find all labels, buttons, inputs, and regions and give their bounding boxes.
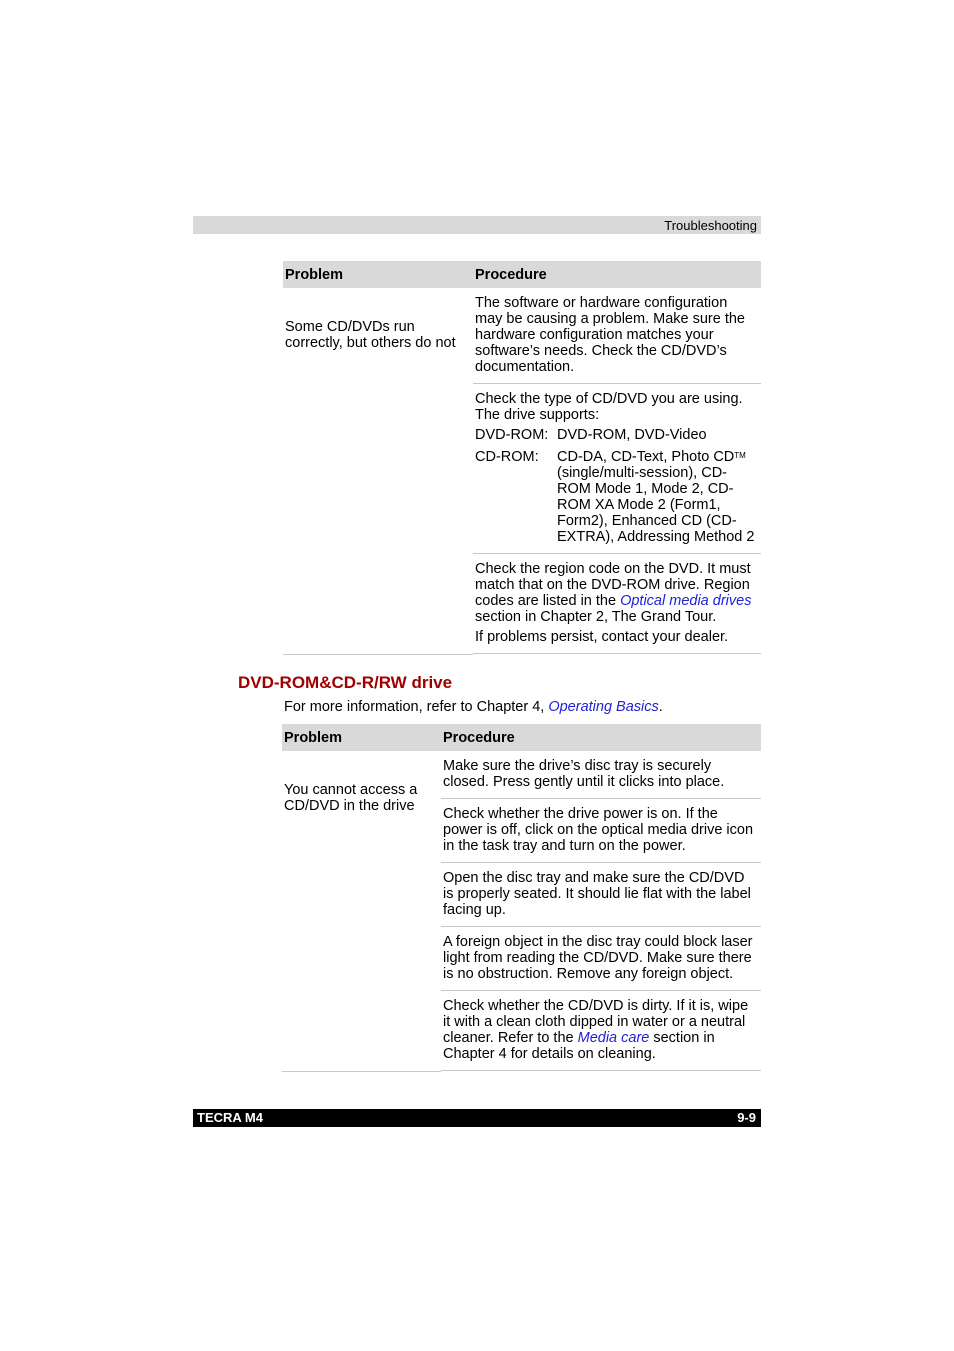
procedure-text: Check the type of CD/DVD you are using. The drive supports: xyxy=(475,391,743,423)
col-header-procedure: Procedure xyxy=(473,261,761,288)
format-value-part: CD-DA, CD-Text, Photo CD xyxy=(557,449,735,465)
text-span: Check the region code on the DVD. It must match that on the DVD-ROM drive. Region codes are listed in the xyxy=(475,561,751,609)
troubleshooting-table-2 xyxy=(282,724,761,1072)
optical-media-drives-link[interactable]: Optical media drives xyxy=(620,593,752,609)
header-section-title: Troubleshooting xyxy=(664,218,757,233)
supported-format-row xyxy=(475,427,755,443)
col-header-problem: Problem xyxy=(283,261,473,288)
text-span: For more information, refer to Chapter 4, xyxy=(284,699,549,715)
section-intro xyxy=(284,699,663,715)
procedure-text xyxy=(443,998,755,1062)
footer-model: TECRA M4 xyxy=(197,1110,263,1125)
format-value xyxy=(557,449,755,545)
section-heading: DVD-ROM&CD-R/RW drive xyxy=(238,673,453,692)
media-care-link[interactable]: Media care xyxy=(577,1030,650,1046)
format-key: DVD-ROM: xyxy=(475,427,549,443)
text-span: . xyxy=(658,699,663,715)
problem-text: You cannot access a CD/DVD in the drive xyxy=(284,782,418,814)
procedure-text: The software or hardware configuration may be causing a problem. Make sure the hardware configuration matches your software’s needs. Check the CD/DVD’s documentation. xyxy=(475,295,745,375)
procedure-text: Open the disc tray and make sure the CD/DVD is properly seated. It should lie flat with the label facing up. xyxy=(443,870,751,918)
text-span: section in Chapter 2, The Grand Tour. xyxy=(475,609,717,625)
format-value: DVD-ROM, DVD-Video xyxy=(557,427,707,443)
footer-bar xyxy=(193,1109,761,1127)
procedure-text: A foreign object in the disc tray could block laser light from reading the CD/DVD. Make sure there is no obstruction. Remove any foreign object. xyxy=(443,934,753,982)
format-key: CD-ROM: xyxy=(475,449,539,465)
procedure-text: Check whether the drive power is on. If the power is off, click on the optical media drive icon in the task tray and turn on the power. xyxy=(443,806,754,854)
header-bar xyxy=(193,216,761,234)
problem-text: Some CD/DVDs run correctly, but others do not xyxy=(285,319,456,351)
col-header-problem: Problem xyxy=(282,724,441,751)
trademark-mark: TM xyxy=(734,451,746,460)
procedure-text: Make sure the drive’s disc tray is securely closed. Press gently until it clicks into place. xyxy=(443,758,725,790)
col-header-procedure: Procedure xyxy=(441,724,761,751)
operating-basics-link[interactable]: Operating Basics xyxy=(548,699,659,715)
troubleshooting-table-1 xyxy=(283,261,761,655)
text-span: section in Chapter 4 for details on cleaning. xyxy=(443,1030,715,1062)
text-span: Check whether the CD/DVD is dirty. If it is, wipe it with a clean cloth dipped in water or a neutral cleaner. Refer to the xyxy=(443,998,749,1046)
procedure-note: If problems persist, contact your dealer. xyxy=(475,629,729,645)
footer-page-number: 9-9 xyxy=(737,1110,756,1125)
procedure-text xyxy=(475,561,755,625)
format-value-part: (single/multi-session), CD-ROM Mode 1, Mode 2, CD-ROM XA Mode 2 (Form1, Form2), Enhanced CD (CD-EXTRA), Addressing Method 2 xyxy=(557,465,755,545)
supported-format-row xyxy=(475,449,755,545)
